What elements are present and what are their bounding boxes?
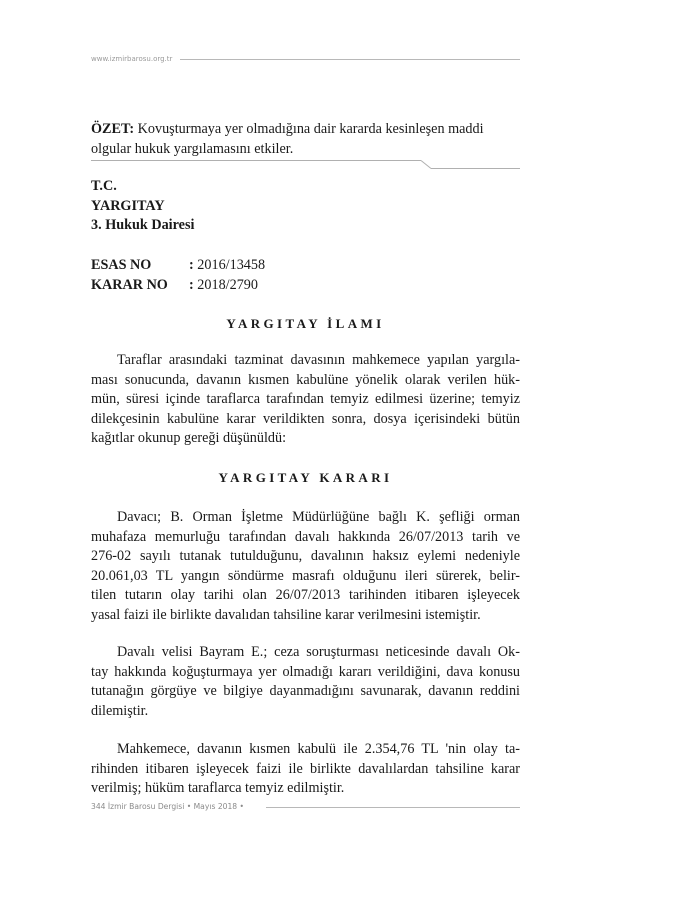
paragraph-line: verilmiş; hüküm taraflarca temyiz edilmiştir. [91,780,345,797]
esas-row [91,256,265,276]
paragraph-line: mün, süresi içinde taraflarca tarafından temyiz edilmesi üzerine; temyiz [91,391,520,408]
paragraph-3 [91,643,520,721]
court-tc: T.C. [91,178,117,194]
ilam-heading: YARGITAY İLAMI [226,316,385,331]
karar-label: KARAR NO [91,276,168,293]
case-numbers [91,256,265,295]
esas-colon: : [189,257,194,273]
paragraph-line: Taraflar arasındaki tazminat davasının mahkemece yapılan yargıla- [117,352,520,368]
karar-colon: : [189,276,194,293]
court-name: YARGITAY [91,197,165,214]
summary-label: ÖZET: [91,121,135,137]
paragraph-line: Davalı velisi Bayram E.; ceza soruşturması neticesinde davalı Ok- [117,644,520,660]
karar-heading: YARGITAY KARARI [218,470,393,485]
paragraph-2 [91,508,520,626]
paragraph-line: tutanağın görgüye ve bilgiye dayanmadığını savunarak, davanın reddini [91,683,520,700]
karar-row [91,276,265,296]
paragraph-line: tay hakkında koğuşturmaya yer olmadığı kararı verildiğini, dava konusu [91,663,520,680]
paragraph-line: dilemiştir. [91,702,149,719]
footer-rule [266,807,520,808]
summary-text-line2: olgular hukuk yargılamasını etkiler. [91,141,294,157]
paragraph-1 [91,351,520,449]
paragraph-line: ması sonucunda, davanın kısmen kabulüne yönelik olarak verilen hük- [91,371,520,388]
paragraph-line: dilekçesinin kabulüne karar verildikten sonra, dosya içerisindeki bütün [91,410,520,427]
paragraph-line: 20.061,03 TL yangın söndürme masrafı olduğunu ileri sürerek, belir- [91,567,520,584]
court-chamber: 3. Hukuk Dairesi [91,217,195,233]
paragraph-line: muhafaza memurluğu tarafından davalı hakkında 26/07/2013 tarih ve [91,528,520,545]
paragraph-line: yasal faizi ile birlikte davalıdan tahsiline karar verilmesini istemiştir. [91,606,481,623]
karar-value: 2018/2790 [197,276,258,293]
paragraph-line: Davacı; B. Orman İşletme Müdürlüğüne bağlı K. şefliği orman [117,509,520,525]
summary-text-line1: Kovuşturmaya yer olmadığına dair kararda kesinleşen maddi [134,121,484,137]
summary-divider [91,159,520,171]
court-block [91,177,194,236]
paragraph-line: 276-02 sayılı tutanak tutulduğunu, davalının haksız eylemi nedeniyle [91,548,520,565]
esas-value: 2016/13458 [197,257,266,273]
esas-label: ESAS NO [91,257,152,273]
header-rule [180,59,520,60]
paragraph-line: tilen tutarın olay tarihi olan 26/07/2013 tarihinden itibaren işleyecek [91,587,520,604]
paragraph-line: Mahkemece, davanın kısmen kabulü ile 2.354,76 TL 'nin olay ta- [117,741,520,757]
paragraph-4 [91,740,520,799]
paragraph-line: rihinden itibaren işleyecek faizi ile birlikte davalılardan tahsiline karar [91,760,520,777]
paragraph-line: kağıtlar okunup gereği düşünüldü: [91,430,287,447]
header-url: www.izmirbarosu.org.tr [91,55,173,63]
footer-text: 344 İzmir Barosu Dergisi • Mayıs 2018 • [91,802,245,811]
summary-block [91,119,520,159]
